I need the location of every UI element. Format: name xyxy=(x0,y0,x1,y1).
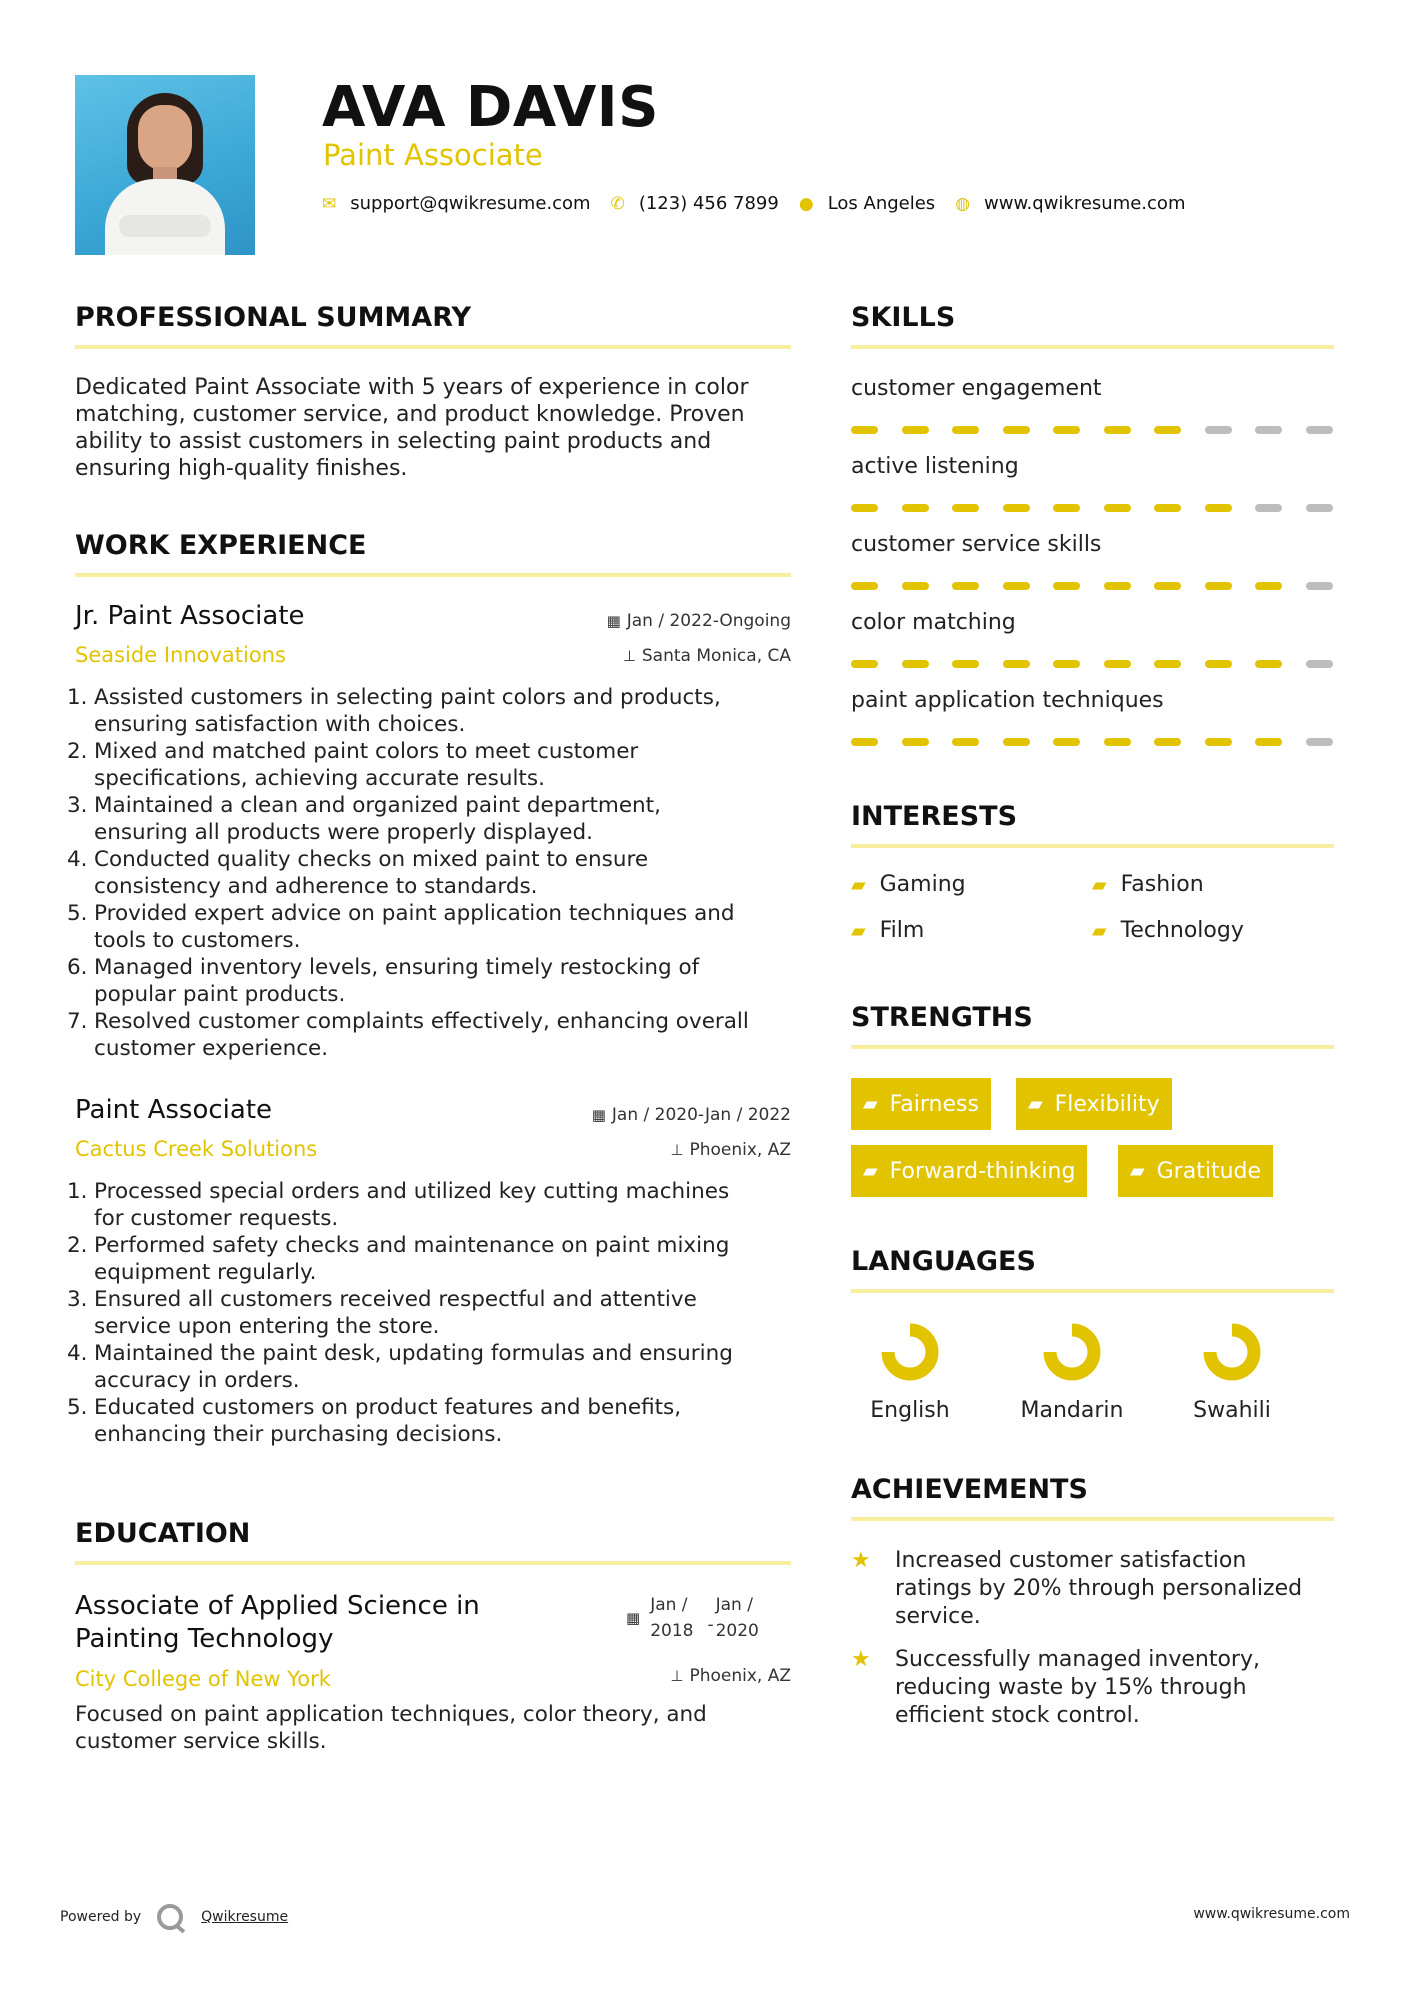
language-level-ring xyxy=(1200,1320,1264,1384)
contact-phone[interactable]: (123) 456 7899 xyxy=(638,193,779,214)
qwikresume-logo-icon xyxy=(157,1904,183,1930)
book-icon: ▰ xyxy=(1092,873,1107,896)
candidate-title: Paint Associate xyxy=(323,138,543,172)
strength-tag: ▰ Flexibility xyxy=(1016,1078,1172,1130)
skill-rating-segment xyxy=(1154,426,1181,434)
language-level-ring xyxy=(1040,1320,1104,1384)
skill-rating-segment xyxy=(1306,504,1333,512)
achievements-heading: ACHIEVEMENTS xyxy=(851,1474,1088,1505)
skill-rating-segment xyxy=(1003,504,1030,512)
degree-title: Associate of Applied Science in Painting Technology xyxy=(75,1591,480,1654)
language-item xyxy=(1157,1320,1307,1423)
skill-rating-segment xyxy=(902,504,929,512)
job-title: Paint Associate xyxy=(75,1095,273,1125)
skill-rating-segment xyxy=(1205,426,1232,434)
skill-rating-segment xyxy=(952,738,979,746)
skill-rating-segment xyxy=(1104,582,1131,590)
globe-icon: ◍ xyxy=(955,193,971,214)
language-level-arc xyxy=(1210,1330,1254,1374)
contact-bar xyxy=(322,193,1205,214)
star-icon: ★ xyxy=(851,1548,871,1573)
skill-rating-segment xyxy=(1053,504,1080,512)
language-item xyxy=(835,1320,985,1423)
experience-heading: WORK EXPERIENCE xyxy=(75,530,367,561)
skills-rule xyxy=(851,345,1334,349)
list-item: 4. Conducted quality checks on mixed paint to ensure consistency and adherence to standards. xyxy=(67,847,649,899)
skill-rating-segment xyxy=(952,426,979,434)
skill-rating-segment xyxy=(1053,426,1080,434)
skill-rating-segment xyxy=(1003,582,1030,590)
achievement-item: ★ Increased customer satisfaction ratings by 20% through personalized service. xyxy=(851,1548,1303,1629)
skill-rating-segment xyxy=(1255,426,1282,434)
skill-rating-segment xyxy=(1205,582,1232,590)
skill-rating-segment xyxy=(1053,660,1080,668)
list-item: 3. Ensured all customers received respectful and attentive service upon entering the store. xyxy=(67,1287,697,1339)
book-icon: ▰ xyxy=(1092,919,1107,942)
profile-photo xyxy=(75,75,255,255)
interest-item: ▰ Film xyxy=(851,918,925,943)
strengths-heading: STRENGTHS xyxy=(851,1002,1033,1033)
achievement-item: ★ Successfully managed inventory, reducing waste by 15% through efficient stock control. xyxy=(851,1647,1260,1728)
skill-label: active listening xyxy=(851,454,1019,479)
skill-rating-segment xyxy=(952,582,979,590)
language-name: Mandarin xyxy=(1020,1398,1124,1423)
skill-label: color matching xyxy=(851,610,1016,635)
languages-rule xyxy=(851,1289,1334,1293)
skills-heading: SKILLS xyxy=(851,302,956,333)
skill-rating-segment xyxy=(851,504,878,512)
education-rule xyxy=(75,1561,791,1565)
skill-rating-bar xyxy=(851,504,1356,512)
skill-rating-bar xyxy=(851,660,1356,668)
skill-rating-segment xyxy=(1255,504,1282,512)
skill-rating-bar xyxy=(851,738,1356,746)
strengths-rule xyxy=(851,1045,1334,1049)
interest-item: ▰ Gaming xyxy=(851,872,966,897)
skill-rating-segment xyxy=(1255,660,1282,668)
calendar-icon: ▦ xyxy=(606,612,621,630)
skill-rating-segment xyxy=(851,582,878,590)
skill-rating-bar xyxy=(851,426,1356,434)
language-name: English xyxy=(870,1398,950,1423)
footer-powered-by: Powered by Qwikresume xyxy=(60,1904,288,1930)
skill-rating-segment xyxy=(1154,582,1181,590)
list-item: 2. Performed safety checks and maintenance on paint mixing equipment regularly. xyxy=(67,1233,730,1285)
job-company: Seaside Innovations xyxy=(75,643,286,667)
interest-item: ▰ Fashion xyxy=(1092,872,1204,897)
list-item: 5. Educated customers on product features and benefits, enhancing their purchasing decisions. xyxy=(67,1395,682,1447)
list-item: 1. Assisted customers in selecting paint colors and products, ensuring satisfaction with choices. xyxy=(67,685,721,737)
skill-rating-segment xyxy=(1306,738,1333,746)
languages-heading: LANGUAGES xyxy=(851,1246,1036,1277)
skill-rating-bar xyxy=(851,582,1356,590)
book-icon: ▰ xyxy=(851,873,866,896)
book-icon: ▰ xyxy=(1130,1160,1145,1182)
skill-rating-segment xyxy=(902,660,929,668)
skill-label: customer engagement xyxy=(851,376,1102,401)
summary-text: Dedicated Paint Associate with 5 years of experience in color matching, customer service, and product knowledge. Proven ability to assist customers in selecting paint products and ensuring high-quality finishes. xyxy=(75,375,749,481)
list-item: 7. Resolved customer complaints effectively, enhancing overall customer experience. xyxy=(67,1009,749,1061)
strength-tag: ▰ Gratitude xyxy=(1118,1145,1273,1197)
envelope-icon: ✉ xyxy=(322,193,337,214)
contact-email[interactable]: support@qwikresume.com xyxy=(350,193,591,214)
strength-tag: ▰ Fairness xyxy=(851,1078,991,1130)
job-date: ▦ Jan / 2020-Jan / 2022 xyxy=(591,1105,791,1125)
language-level-arc xyxy=(1050,1330,1094,1374)
location-pin-icon: ● xyxy=(798,193,814,214)
school-name: City College of New York xyxy=(75,1667,331,1691)
skill-label: customer service skills xyxy=(851,532,1102,557)
pushpin-icon: ⊥ xyxy=(670,1141,684,1159)
education-date: ▦ Jan / 2018 - Jan / 2020 xyxy=(626,1595,759,1641)
book-icon: ▰ xyxy=(863,1160,878,1182)
skill-rating-segment xyxy=(851,660,878,668)
language-name: Swahili xyxy=(1193,1398,1271,1423)
language-level-arc xyxy=(888,1330,932,1374)
job-date: ▦ Jan / 2022-Ongoing xyxy=(606,611,791,631)
star-icon: ★ xyxy=(851,1647,871,1672)
skill-rating-segment xyxy=(1205,504,1232,512)
skill-rating-segment xyxy=(952,504,979,512)
pushpin-icon: ⊥ xyxy=(670,1667,684,1685)
footer-brand-link[interactable]: Qwikresume xyxy=(201,1909,289,1925)
skill-rating-segment xyxy=(1306,426,1333,434)
job-location: ⊥ Santa Monica, CA xyxy=(622,646,791,666)
skill-rating-segment xyxy=(902,738,929,746)
achievements-rule xyxy=(851,1517,1334,1521)
candidate-name: AVA DAVIS xyxy=(322,75,659,140)
contact-website[interactable]: www.qwikresume.com xyxy=(984,193,1186,214)
skill-rating-segment xyxy=(1104,426,1131,434)
summary-rule xyxy=(75,345,791,349)
skill-rating-segment xyxy=(1104,738,1131,746)
skill-rating-segment xyxy=(1154,504,1181,512)
job-duties-list xyxy=(67,1178,795,1448)
skill-rating-segment xyxy=(1053,582,1080,590)
list-item: 2. Mixed and matched paint colors to meet customer specifications, achieving accurate results. xyxy=(67,739,639,791)
list-item: 3. Maintained a clean and organized paint department, ensuring all products were properly displayed. xyxy=(67,793,661,845)
language-item xyxy=(997,1320,1147,1423)
pushpin-icon: ⊥ xyxy=(622,647,636,665)
list-item: 4. Maintained the paint desk, updating formulas and ensuring accuracy in orders. xyxy=(67,1341,733,1393)
skill-rating-segment xyxy=(1104,504,1131,512)
summary-heading: PROFESSIONAL SUMMARY xyxy=(75,302,472,333)
book-icon: ▰ xyxy=(1028,1093,1043,1115)
skill-rating-segment xyxy=(1154,660,1181,668)
skill-rating-segment xyxy=(902,426,929,434)
skill-label: paint application techniques xyxy=(851,688,1164,713)
calendar-icon: ▦ xyxy=(591,1106,606,1124)
job-company: Cactus Creek Solutions xyxy=(75,1137,318,1161)
skill-rating-segment xyxy=(1003,738,1030,746)
job-title: Jr. Paint Associate xyxy=(75,601,305,631)
calendar-icon: ▦ xyxy=(626,1609,641,1627)
skill-rating-segment xyxy=(1205,738,1232,746)
skill-rating-segment xyxy=(952,660,979,668)
list-item: 5. Provided expert advice on paint application techniques and tools to customers. xyxy=(67,901,735,953)
skill-rating-segment xyxy=(1255,582,1282,590)
education-heading: EDUCATION xyxy=(75,1518,251,1549)
skill-rating-segment xyxy=(1104,660,1131,668)
skill-rating-segment xyxy=(1205,660,1232,668)
strength-tag: ▰ Forward-thinking xyxy=(851,1145,1087,1197)
book-icon: ▰ xyxy=(851,919,866,942)
phone-icon: ✆ xyxy=(610,193,625,214)
list-item: 1. Processed special orders and utilized key cutting machines for customer requests. xyxy=(67,1179,730,1231)
education-description: Focused on paint application techniques, color theory, and customer service skills. xyxy=(75,1702,707,1754)
skill-rating-segment xyxy=(1003,426,1030,434)
list-item: 6. Managed inventory levels, ensuring timely restocking of popular paint products. xyxy=(67,955,700,1007)
skill-rating-segment xyxy=(1306,582,1333,590)
skill-rating-segment xyxy=(1306,660,1333,668)
education-location: ⊥ Phoenix, AZ xyxy=(670,1666,791,1686)
skill-rating-segment xyxy=(1053,738,1080,746)
experience-rule xyxy=(75,573,791,577)
job-duties-list xyxy=(67,684,795,1062)
skill-rating-segment xyxy=(851,738,878,746)
skill-rating-segment xyxy=(902,582,929,590)
contact-location: Los Angeles xyxy=(827,193,936,214)
skill-rating-segment xyxy=(1154,738,1181,746)
skill-rating-segment xyxy=(1255,738,1282,746)
book-icon: ▰ xyxy=(863,1093,878,1115)
language-level-ring xyxy=(878,1320,942,1384)
skill-rating-segment xyxy=(851,426,878,434)
footer-url[interactable]: www.qwikresume.com xyxy=(1193,1906,1350,1922)
job-location: ⊥ Phoenix, AZ xyxy=(670,1140,791,1160)
skill-rating-segment xyxy=(1003,660,1030,668)
interests-rule xyxy=(851,844,1334,848)
interests-heading: INTERESTS xyxy=(851,801,1018,832)
interest-item: ▰ Technology xyxy=(1092,918,1244,943)
